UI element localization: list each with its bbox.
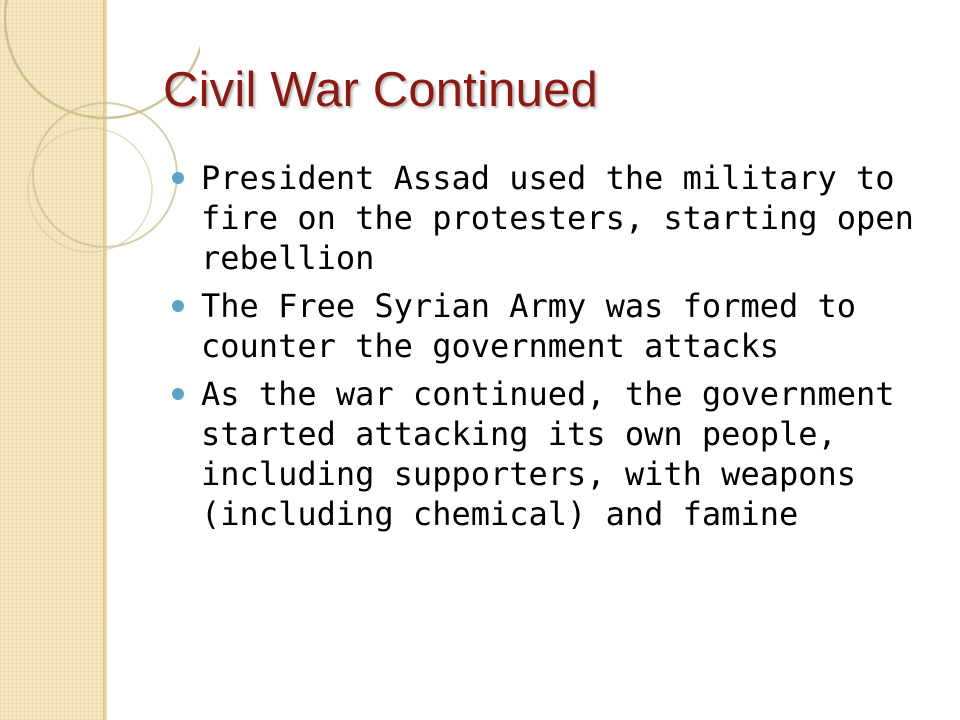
- ring-decoration-icon: [0, 0, 200, 330]
- bullet-text: The Free Syrian Army was formed to counter the government attacks: [201, 287, 857, 365]
- bullet-dot-icon: [172, 172, 184, 184]
- slide-title: Civil War Continued: [163, 63, 598, 117]
- bullet-list: [172, 158, 932, 542]
- bullet-dot-icon: [172, 300, 184, 312]
- inner-ring: [28, 128, 152, 252]
- bullet-text: President Assad used the military to fire on the protesters, starting open rebellion: [201, 159, 914, 277]
- bullet-item: [172, 374, 932, 534]
- bullet-text: As the war continued, the government started attacking its own people, including supporters, with weapons (including chemical) and famine: [201, 375, 895, 533]
- middle-ring: [33, 103, 177, 247]
- bullet-dot-icon: [172, 388, 184, 400]
- bullet-item: [172, 286, 932, 366]
- bullet-item: [172, 158, 932, 278]
